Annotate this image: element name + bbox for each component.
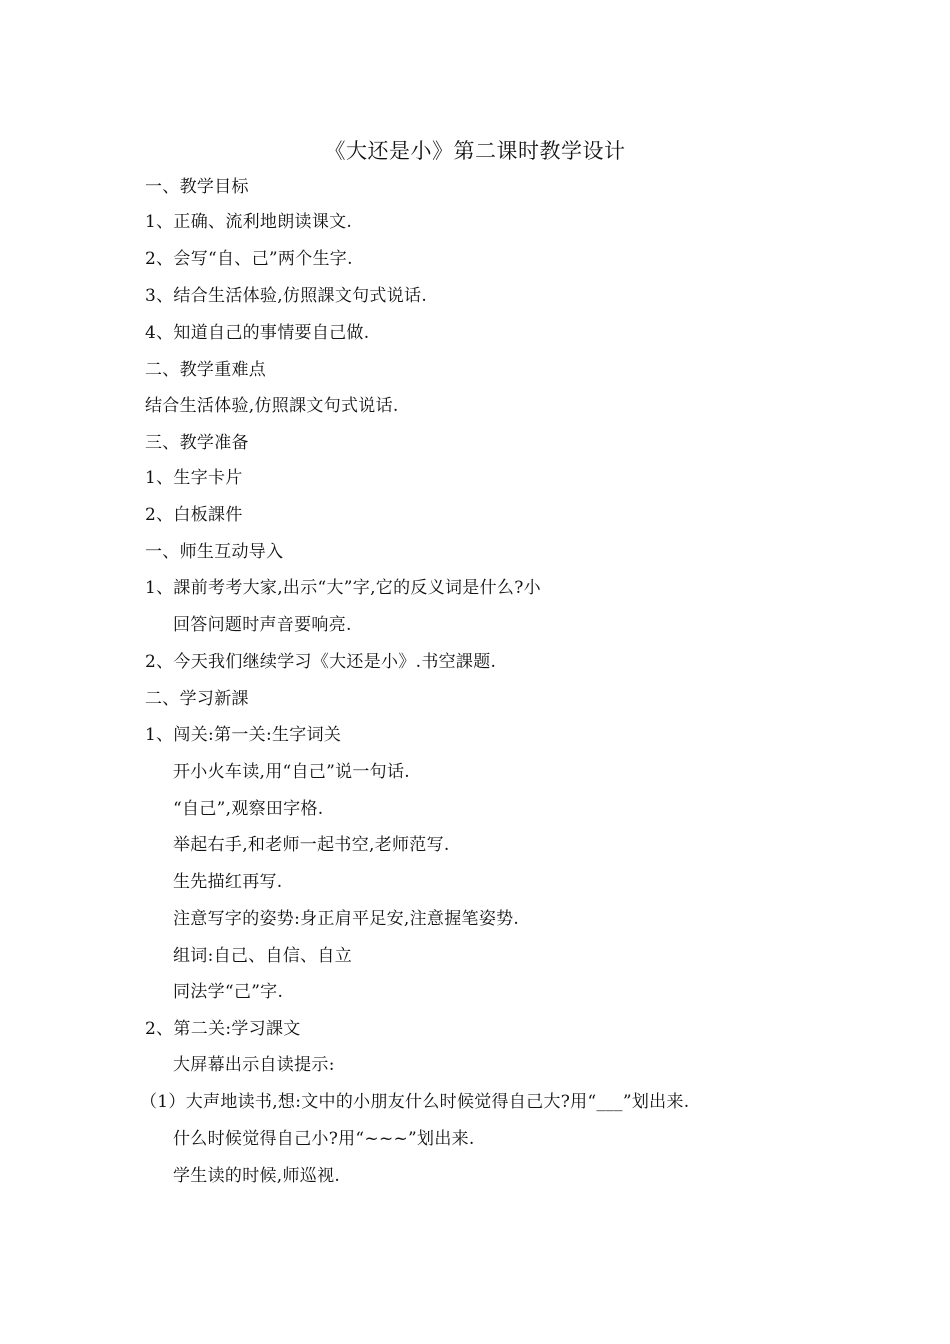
text-line: 3、结合生活体验,仿照課文句式说话. — [145, 286, 428, 306]
text-line: （1）大声地读书,想:文中的小朋友什么时候觉得自己大?用“___”划出来. — [140, 1092, 690, 1112]
text-line: 生先描红再写. — [173, 872, 283, 892]
text-line: 2、会写“自、己”两个生字. — [145, 249, 353, 269]
text-line: 举起右手,和老师一起书空,老师范写. — [173, 835, 450, 855]
text-line: 2、今天我们继续学习《大还是小》.书空課题. — [145, 652, 497, 672]
text-line: 同法学“己”字. — [173, 982, 284, 1002]
text-line: 4、知道自己的事情要自己做. — [145, 323, 370, 343]
section-heading: 一、师生互动导入 — [145, 542, 284, 562]
text-line: 1、課前考考大家,出示“大”字,它的反义词是什么?小 — [145, 578, 541, 598]
text-line: 回答问题时声音要响亮. — [173, 615, 352, 635]
text-line: “自己”,观察田字格. — [173, 799, 324, 819]
text-line: 注意写字的姿势:身正肩平足安,注意握笔姿势. — [173, 909, 520, 929]
text-line: 结合生活体验,仿照課文句式说话. — [145, 396, 399, 416]
document-title: 《大还是小》第二课时教学设计 — [324, 139, 626, 163]
section-heading: 二、教学重难点 — [145, 360, 267, 380]
text-line: 什么时候觉得自己小?用“~~~”划出来. — [173, 1129, 475, 1149]
text-line: 1、闯关:第一关:生字词关 — [145, 725, 342, 745]
section-heading: 三、教学准备 — [145, 433, 249, 453]
text-line: 开小火车读,用“自己”说一句话. — [173, 762, 410, 782]
text-line: 2、白板課件 — [145, 505, 243, 525]
section-heading: 二、学习新課 — [145, 689, 249, 709]
text-line: 2、第二关:学习課文 — [145, 1019, 301, 1039]
text-line: 1、生字卡片 — [145, 468, 243, 488]
text-line: 1、正确、流利地朗读课文. — [145, 212, 353, 232]
text-line: 组词:自己、自信、自立 — [173, 946, 353, 966]
section-heading: 一、教学目标 — [145, 177, 249, 197]
text-line: 大屏幕出示自读提示: — [173, 1055, 335, 1075]
text-line: 学生读的时候,师巡视. — [173, 1166, 341, 1186]
